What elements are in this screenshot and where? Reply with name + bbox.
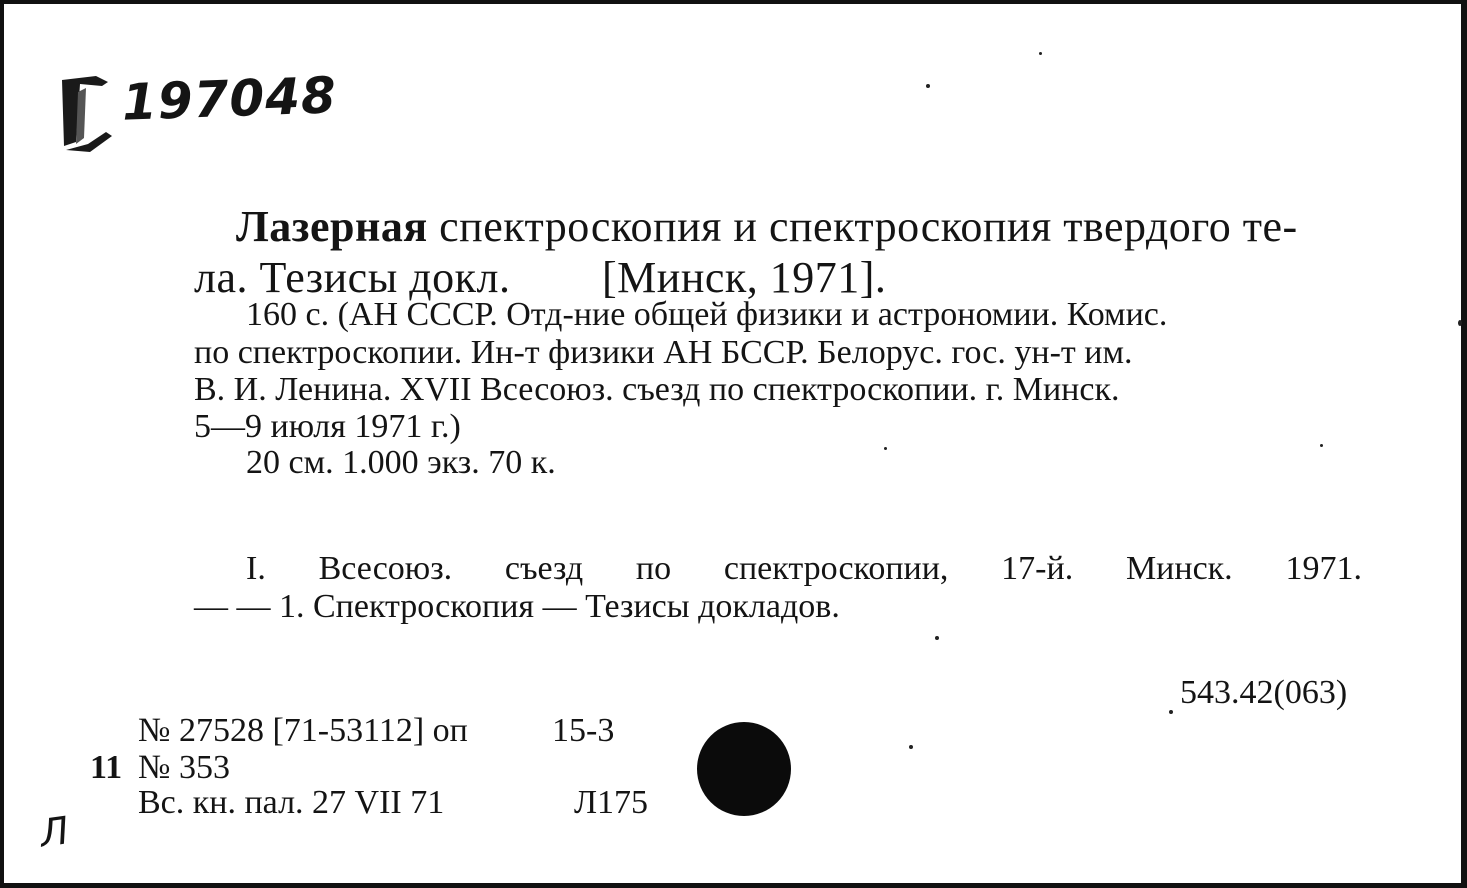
- physical-description: 20 см. 1.000 экз. 70 к.: [246, 444, 556, 481]
- classification-number: 543.42(063): [1180, 674, 1348, 711]
- library-stamp-mark: [56, 72, 116, 154]
- card-punch-hole: [697, 722, 791, 816]
- registration-line: Вс. кн. пал. 27 VII 71: [138, 784, 445, 821]
- tracing-word: I.: [246, 550, 266, 587]
- order-number: № 27528 [71-53112] оп: [138, 712, 468, 749]
- copies-number: № 353: [138, 749, 230, 786]
- tracing-word: спектроскопии,: [723, 550, 949, 587]
- speck: [1169, 710, 1173, 714]
- speck: [926, 84, 930, 88]
- title-first-word: Лазерная: [236, 202, 428, 251]
- order-code: 15-3: [552, 712, 615, 749]
- title-rest: спектроскопия и спектроскопия твердого те-: [439, 202, 1298, 251]
- speck: [1320, 444, 1323, 447]
- tracing-line-2: — — 1. Спектроскопия — Тезисы докладов.: [194, 588, 840, 625]
- speck: [884, 447, 887, 450]
- speck: [1039, 52, 1042, 55]
- speck: [909, 745, 913, 749]
- title-continuation: ла. Тезисы докл.: [194, 253, 511, 302]
- tracing-word: 1971.: [1285, 550, 1362, 587]
- speck: [1458, 320, 1462, 326]
- title-line-1: [236, 201, 1298, 252]
- speck: [935, 636, 939, 640]
- tracing-word: Всесоюз.: [318, 550, 453, 587]
- inventory-number: 197048: [121, 66, 338, 132]
- description-line-3: В. И. Ленина. XVII Всесоюз. съезд по спектроскопии. г. Минск.: [194, 371, 1120, 408]
- tracing-word: съезд: [504, 550, 584, 587]
- imprint: [Минск, 1971].: [602, 253, 887, 302]
- description-line-4: 5—9 июля 1971 г.): [194, 408, 461, 445]
- tracing-word: по: [635, 550, 672, 587]
- tracing-word: 17-й.: [1001, 550, 1074, 587]
- copies-prefix: 11: [90, 749, 123, 786]
- description-line-2: по спектроскопии. Ин-т физики АН БССР. Белорус. гос. ун-т им.: [194, 334, 1133, 371]
- tracing-word: Минск.: [1125, 550, 1233, 587]
- margin-handwritten-mark: Л: [37, 808, 72, 856]
- tracing-line-1: [246, 550, 1362, 588]
- description-line-1: 160 с. (АН СССР. Отд-ние общей физики и астрономии. Комис.: [246, 296, 1168, 333]
- registration-code: Л175: [574, 784, 649, 821]
